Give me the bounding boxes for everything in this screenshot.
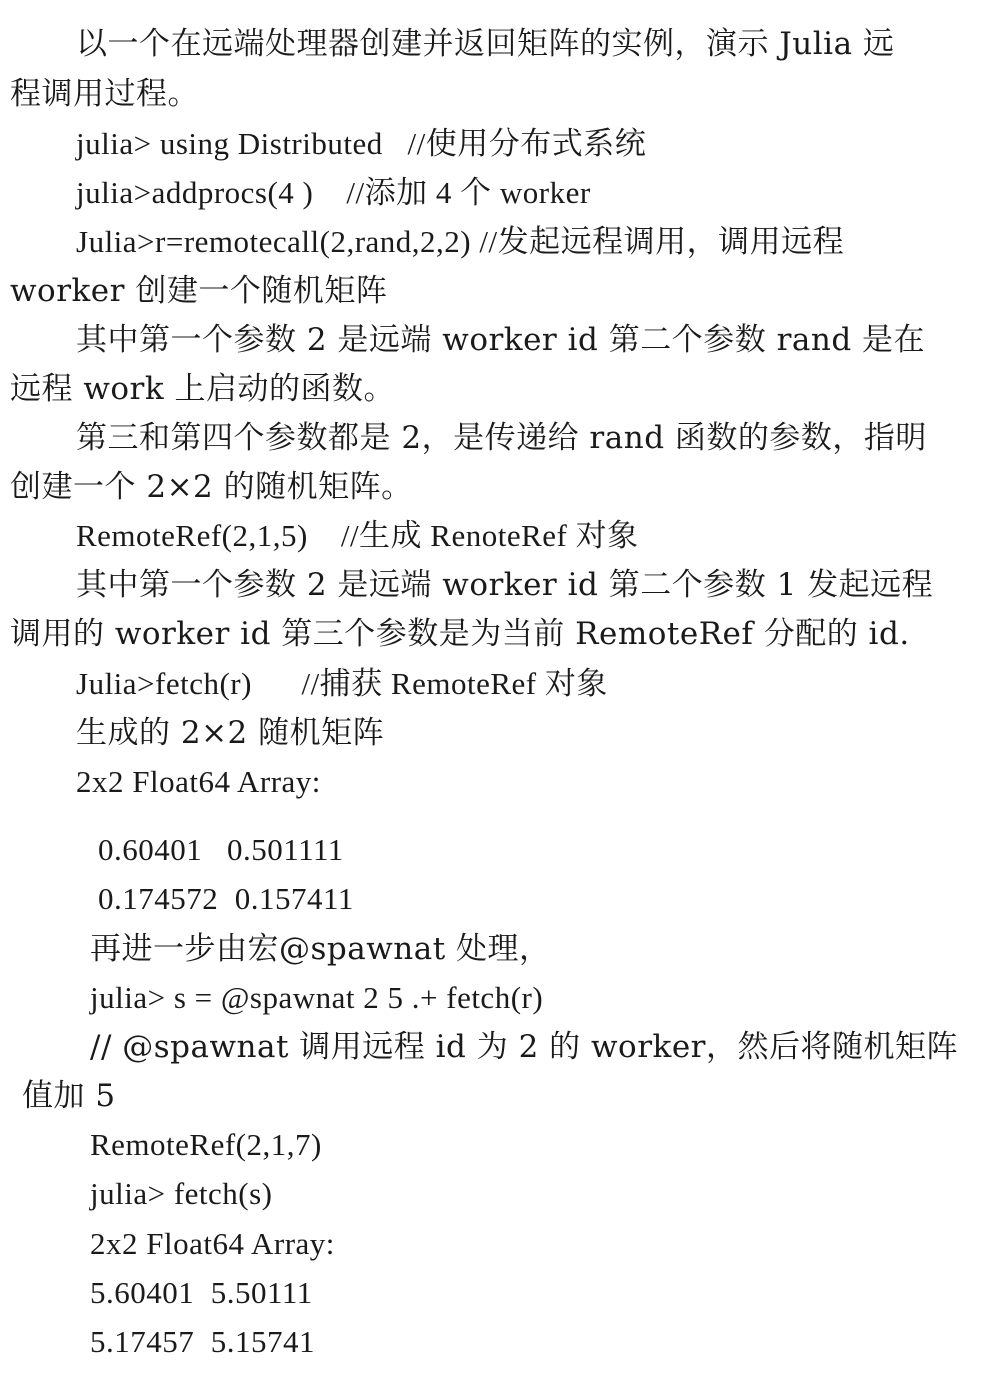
comment-spawnat-line-1: // @spawnat 调用远程 id 为 2 的 worker，然后将随机矩阵: [90, 1029, 958, 1065]
code-using-distributed: julia> using Distributed //使用分布式系统: [76, 126, 647, 161]
text-spawnat-intro: 再进一步由宏@spawnat 处理，: [90, 931, 551, 967]
paragraph-params-line-2: 远程 work 上启动的函数。: [10, 371, 396, 407]
paragraph-remoteref-line-1: 其中第一个参数 2 是远端 worker id 第二个参数 1 发起远程: [76, 567, 934, 603]
code-remoteref-5: RemoteRef(2,1,5) //生成 RenoteRef 对象: [76, 518, 639, 553]
code-spawnat: julia> s = @spawnat 2 5 .+ fetch(r): [90, 980, 544, 1015]
code-fetch-r: Julia>fetch(r) //捕获 RemoteRef 对象: [76, 666, 608, 701]
matrix-2-row-2: 5.17457 5.15741: [90, 1324, 315, 1359]
comment-spawnat-line-2: 值加 5: [22, 1078, 116, 1114]
code-fetch-s: julia> fetch(s): [90, 1176, 273, 1211]
paragraph-intro-line-1: 以一个在远端处理器创建并返回矩阵的实例，演示 Julia 远: [76, 26, 895, 62]
text-random-matrix-caption: 生成的 2×2 随机矩阵: [76, 715, 385, 751]
matrix-1-row-1: 0.60401 0.501111: [98, 832, 344, 867]
paragraph-params-line-1: 其中第一个参数 2 是远端 worker id 第二个参数 rand 是在: [76, 322, 926, 358]
matrix-1-row-2: 0.174572 0.157411: [98, 881, 354, 916]
paragraph-params-line-3: 第三和第四个参数都是 2，是传递给 rand 函数的参数，指明: [76, 420, 927, 456]
code-array-header-1: 2x2 Float64 Array:: [76, 764, 321, 799]
matrix-2-row-1: 5.60401 5.50111: [90, 1275, 313, 1310]
code-array-header-2: 2x2 Float64 Array:: [90, 1226, 335, 1261]
code-remoteref-7: RemoteRef(2,1,7): [90, 1127, 322, 1162]
paragraph-remoteref-line-2: 调用的 worker id 第三个参数是为当前 RemoteRef 分配的 id.: [10, 616, 910, 652]
paragraph-intro-line-2: 程调用过程。: [10, 76, 199, 112]
paragraph-params-line-4: 创建一个 2×2 的随机矩阵。: [10, 469, 413, 505]
code-addprocs: julia>addprocs(4 ) //添加 4 个 worker: [76, 175, 591, 210]
code-remotecall: Julia>r=remotecall(2,rand,2,2) //发起远程调用，调用远程: [76, 224, 845, 259]
code-remotecall-comment-cont: worker 创建一个随机矩阵: [10, 273, 388, 309]
